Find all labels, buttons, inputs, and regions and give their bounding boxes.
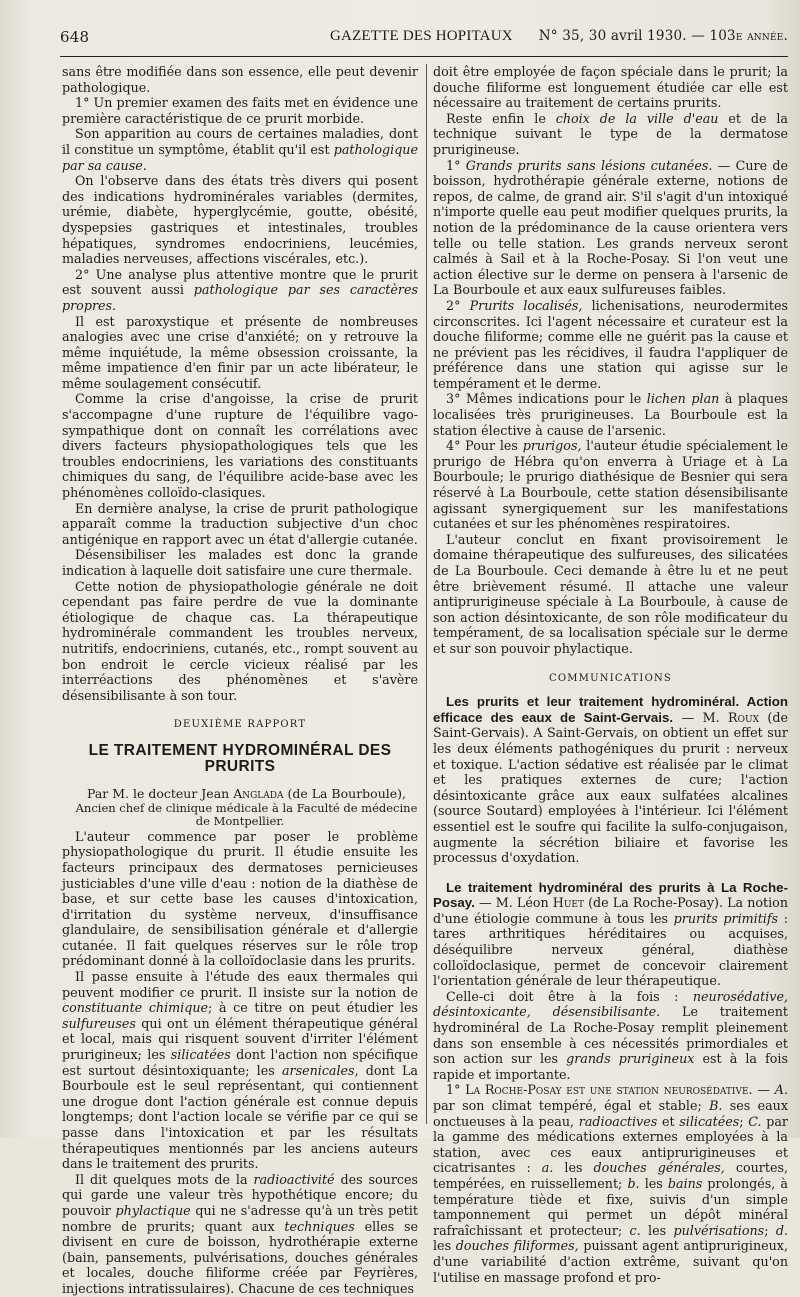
issue-text: N° 35, 30 avril 1930. — 103 [538,28,736,44]
right-column [433,64,788,1285]
communication-title: Le traitement hydrominéral des prurits à La Roche-Posay. [433,879,788,911]
byline: Par M. le docteur Jean Anglada (de La Bourboule), [86,786,406,802]
paragraph: En dernière analyse, la crise de prurit pathologique apparaît comme la traduction subjective d'un choc antigénique en rapport avec un état d'allergie cutanée. [62,500,418,547]
communication-1: Les prurits et leur traitement hydrominéral. Action efficace des eaux de Saint-Gervais. — M. Roux (de Saint-Gervais). A Saint-Gervais, on obtient un effet sur les deux éléments pathogéniques du prurit : nerveux et toxique. L'action sédative est réalisée par le climat et les pratiques externes de cure; l'action désintoxicante grâce aux eaux sulfatées alcalines (source Soutard) employées à l'intérieur. Ici l'élément essentiel est le soufre qui facilite la sulfo-conjugaison, augmente la sécrétion biliaire et favorise les processus d'oxydation. [433,694,788,866]
page-header [60,24,788,50]
paragraph: On l'observe dans des états très divers qui posent des indications hydrominérales variables (dermites, urémie, diabète, hyperglycémie, goutte, obésité, dyspepsies gastriques et intestinales, troubles hépatiques, syndromes endocriniens, leucémies, maladies nerveuses, affections viscérales, etc.). [62,173,418,267]
column-divider [426,64,427,1124]
paragraph: Désensibiliser les malades est donc la grande indication à laquelle doit satisfaire une cure thermale. [62,547,418,578]
paragraph: Il est paroxystique et présente de nombreuses analogies avec une crise d'anxiété; on y retrouve la même inquiétude, la même obsession croissante, la même impatience d'en finir par un acte libérateur, le même soulagement consécutif. [62,313,418,391]
issue-suffix: e année. [735,28,788,44]
issue-info [539,28,788,44]
paragraph: Son apparition au cours de certaines maladies, dont il constitue un symptôme, établit qu'il est pathologique par sa cause. [62,126,418,173]
header-rule [60,56,788,57]
section-label: DEUXIÈME RAPPORT [173,719,307,731]
paragraph: 4° Pour les prurigos, l'auteur étudie spécialement le prurigo de Hébra qu'on enverra à Uriage et à La Bourboule; le prurigo diathésique de Besnier qui sera réservé à La Bourboule, cette station désensibilisante agissant synergiquement sur les manifestations cutanées et sur les phénomènes respiratoires. [433,438,788,532]
communication-2: Le traitement hydrominéral des prurits à La Roche-Posay. — M. Léon Huet (de La Roche-Posay). La notion d'une étiologie commune à tous les prurits primitifs : tares arthritiques héréditaires ou acquises, déséquilibre nerveux général, diathèse colloïdoclasique, permet de concevoir clairement l'orientation générale de leur thérapeutique. [433,879,788,989]
paragraph: Celle-ci doit être à la fois : neurosédative, désintoxicante, désensibilisante. Le traitement hydrominéral de La Roche-Posay remplit pleinement dans son ensemble à ces nécessités primordiales et son action sur les grands prurigineux est à la fois rapide et importante. [433,988,788,1082]
paragraph: sans être modifiée dans son essence, elle peut devenir pathologique. [62,64,418,95]
left-column [62,64,418,1297]
paragraph: 2° Une analyse plus attentive montre que le prurit est souvent aussi pathologique par ses caractères propres. [62,266,418,313]
paragraph: doit être employée de façon spéciale dans le prurit; la douche filiforme est longuement étudiée car elle est nécessaire au traitement de certains prurits. [433,64,788,111]
paragraph: 3° Mêmes indications pour le lichen plan à plaques localisées très prurigineuses. La Bourboule est la station élective à cause de l'arsenic. [433,391,789,438]
communication-title: Les prurits et leur traitement hydrominéral. Action efficace des eaux de Saint-Gervais. [433,694,788,725]
paragraph: 2° Prurits localisés, lichenisations, neurodermites circonscrites. Ici l'agent nécessaire et curateur est la douche filiforme; comme elle ne guérit pas la cause et ne prévient pas les récidives, il faudra l'appliquer de préférence dans une station qui agisse sur le tempérament et le derme. [433,297,788,391]
affiliation: Ancien chef de clinique médicale à la Faculté de médecine de Montpellier. [75,800,418,829]
paragraph: Il passe ensuite à l'étude des eaux thermales qui peuvent modifier ce prurit. Il insiste sur la notion de constituante chimique; à ce titre on peut étudier les sulfureuses qui ont un élément thérapeutique général et local, mais qui risquent souvent d'irriter l'élément prurigineux; les silicatées dont l'action non spécifique est surtout désintoxiquante; les arsenicales, dont La Bourboule est le seul représentant, qui contiennent une drogue dont l'action générale est connue depuis longtemps; dont l'action locale se vérifie par ce qui se passe dans l'intoxication et par les résultats thérapeutiques mentionnés par les anciens auteurs dans le traitement des prurits. [62,969,418,1172]
paragraph: Il dit quelques mots de la radioactivité des sources qui garde une valeur très hypothétique encore; du pouvoir phylactique qui ne s'adresse qu'à un très petit nombre de prurits; quant aux techniques elles se divisent en cure de boisson, hydrothérapie externe (bain, pansements, pulvérisations, douches générales et locales, douche filiforme créée par Feyrières, injections intratissulaires). Chacune de ces techniques [62,1171,419,1296]
paragraph: 1° Un premier examen des faits met en évidence une première caractéristique de ce prurit morbide. [62,95,418,126]
paragraph: 1° Grands prurits sans lésions cutanées. — Cure de boisson, hydrothérapie générale externe, notions de repos, de calme, de grand air. S'il s'agit d'un intoxiqué n'importe quelle eau peut modifier quelques prurits, la notion de la prédominance de la cause orientera vers telle ou telle station. Les grands nerveux seront calmés à Sail et à la Roche-Posay. Si l'on veut une action élective sur le derme on pensera à l'arsenic de La Bourboule et aux eaux sulfureuses faibles. [433,157,788,298]
paragraph: 1° La Roche-Posay est une station neurosédative. — A. par son climat tempéré, égal et stable; B. ses eaux onctueuses à la peau, radioactives et silicatées; C. par la gamme des médications externes employées à la station, avec ces eaux antiprurigineuses et cicatrisantes : a. les douches générales, courtes, tempérées, en ruissellement; b. les bains prolongés, à température tiède et fixe, suivis d'un simple tamponnement qui permet un dépôt minéral rafraîchissant et protecteur; c. les pulvérisations; d. les douches filiformes, puissant agent antiprurigineux, d'une variabilité d'action extrême, suivant qu'on l'utilise en massage profond et pro- [433,1082,788,1285]
paragraph: L'auteur commence par poser le problème physiopathologique du prurit. Il étudie ensuite les facteurs principaux des dermatoses pernicieuses justiciables d'une ville d'eau : notion de la diathèse de base, et sur cette base les causes d'intoxication, d'irritation du système nerveux, d'insuffisance glandulaire, de sensibilisation générale et d'allergie cutanée. Il fait quelques réserves sur le rôle trop prédominant donné à la colloïdoclasie dans les prurits. [62,828,418,969]
paragraph: L'auteur conclut en fixant provisoirement le domaine thérapeutique des sulfureuses, des silicatées de La Bourboule. Ceci demande à être lu et ne peut être brièvement résumé. Il attache une valeur antiprurigineuse spéciale à La Bourboule, à cause de son action désintoxicante, de son rôle modificateur du tempérament, de sa localisation spéciale sur le derme et sur son pouvoir phylactique. [433,531,788,656]
paragraph: Cette notion de physiopathologie générale ne doit cependant pas faire perdre de vue la dominante étiologique de chaque cas. La thérapeutique hydrominérale commandent les troubles nerveux, nutritifs, endocriniens, cutanés, etc., rompt souvent au bon endroit le cercle vicieux réalisé par les interréactions des phénomènes et s'avère désensibilisante à son tour. [62,578,418,703]
paragraph: Reste enfin le choix de la ville d'eau et de la technique suivant le type de la dermatose prurigineuse. [433,110,788,157]
journal-title: GAZETTE DES HOPITAUX [330,28,513,44]
report-title: LE TRAITEMENT HYDROMINÉRAL DES PRURITS [88,741,392,775]
page-number: 648 [60,28,90,46]
paragraph: Comme la crise d'angoisse, la crise de prurit s'accompagne d'une rupture de l'équilibre vago-sympathique dont on connaît les corrélations avec divers facteurs physiopathologiques tels que les troubles endocriniens, les variations des constituants chimiques du sang, de l'équilibre acide-base avec les phénomènes colloïdo-clasiques. [62,391,418,501]
communications-label: COMMUNICATIONS [548,672,672,684]
